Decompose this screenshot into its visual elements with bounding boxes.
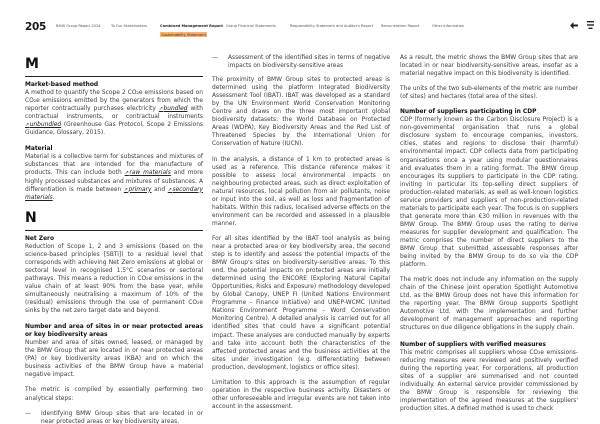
toolbar-icons bbox=[570, 21, 600, 29]
nav-responsibility-statement[interactable]: Responsibility Statement and Auditor's Report bbox=[290, 24, 373, 28]
dash-icon: — bbox=[212, 55, 218, 61]
term-heading: Number of suppliers participating in CDP bbox=[400, 109, 537, 116]
nav-group-financial-statements[interactable]: Group Financial Statements bbox=[226, 24, 276, 28]
paragraph: The metric is compiled by essentially performing two analytical steps: bbox=[25, 387, 203, 402]
paragraph: In the analysis, a distance of 1 km to protected areas is used as a reference. This distance reference makes it possible to assess local environmental impacts on neighbouring protected areas, such as direct exploitation of natural resources, local pollution from air pollutants, noise or input into the soil, as well as loss and fragmentation of habitats. Within this radius, localised adverse effects on the environment can be recorded and assessed in a plausible manner. bbox=[212, 156, 390, 227]
column-left bbox=[25, 54, 203, 424]
nav-to-our-stakeholders[interactable]: To Our Stakeholders bbox=[111, 24, 148, 28]
term-definition: CDP (formerly known as the Carbon Disclosure Project) is a non-governmental organisation that runs a global disclosure system to encourage companies, investors, cities, states and regions to disclose their (harmful) environmental impact. CDP collects data from participating organisations once a year using modular questionnaires and evaluates them in a rating format. The BMW Group encourages its suppliers to participate in the CDP rating, inviting in particular its top-selling direct suppliers of production-related materials, as well as well-known logistics service providers and suppliers of non-production-related materials to participate each year. The focus is on suppliers that generate more than €30 million in revenues with the BMW Group. The BMW Group uses the rating to derive measures for supplier development and qualification. The metric comprises the number of direct suppliers to the BMW Group that submitted assessable responses after being invited by the BMW Group to do so via the CDP platform. bbox=[400, 117, 578, 269]
nav-sustainability-statement[interactable]: Sustainability Statement bbox=[161, 32, 206, 37]
term-definition: This metric comprises all suppliers whose CO₂e emissions-reducing measures were reviewed and positively verified during the reporting year. For corporations, all production sites of a supplier are summarised and not counted individually. An external service provider commissioned by the BMW Group is responsible for reviewing the implementation of the agreed measures at the suppliers' production sites. A defined method is used to check bbox=[400, 349, 578, 412]
bullet-item: — Identifying BMW Group sites that are located in or near protected areas or key biodiversity areas. bbox=[25, 410, 203, 424]
link-raw-materials[interactable]: ↗ raw materials bbox=[125, 170, 171, 176]
term-heading: Market-based method bbox=[25, 82, 99, 88]
section-letter-m: M bbox=[25, 56, 203, 77]
column-right bbox=[400, 54, 578, 421]
paragraph: For all sites identified by the IBAT tool analysis as being near a protected area or key biodiversity area, the second step is to identify and assess the potential impacts of the BMW Group's sites on biodiversity-sensitive areas. To this end, the potential impacts on protected areas are initially determined using the ENCORE (Exploring Natural Capital Opportunities, Risks and Exposure) methodology developed by Global Canopy, UNEP FI (United Nations Environment Programme – Finance Initiative) and UNEP-WCMC (United Nations Environment Programme – Word Conservation Monitoring Centre). A detailed analysis is carried out for all identified sites that could have a significant potential impact. These analyses are conducted manually by experts and take into account both the characteristics of the affected protected areas and the business activities at the sites under investigation (e.g. differentiating between production, development, logistics or office sites). bbox=[212, 235, 390, 371]
menu-icon[interactable] bbox=[587, 21, 594, 29]
nav-bmw-group-report[interactable]: BMW Group Report 2024 bbox=[56, 24, 101, 28]
nav-combined-management-report[interactable]: Combined Management Report bbox=[160, 24, 223, 28]
top-navigation-bar bbox=[0, 0, 600, 40]
term-heading: Material bbox=[25, 146, 53, 153]
paragraph: Limitation to this approach is the assumption of regular operation in the respective business activity. Disasters or other unforeseeable and irregular events are not taken into account in the assessment. bbox=[212, 379, 390, 410]
link-primary[interactable]: ↗ primary bbox=[124, 187, 152, 193]
column-middle bbox=[212, 54, 390, 418]
term-definition: A method to quantify the Scope 2 CO₂e emissions based on CO₂e emissions emitted by the generators from which the reporter contractually purchases electricity ↗ bundled with contractual instruments, or contractual instruments ↗ unbundled (Greenhouse Gas Protocol, Scope 2 Emissions Guidance, Glossary, 2015). bbox=[25, 89, 203, 137]
term-heading: Net Zero bbox=[25, 235, 55, 242]
page-number: 205 bbox=[25, 21, 47, 33]
term-definition: Reduction of Scope 1, 2 and 3 emissions (based on the science-based principles [SBTi]) to a residual level that corresponds with achieving Net Zero emissions at global or sectoral level in recognised 1.5°C scenarios or sectoral pathways. This means a reduction in CO₂e emissions in the value chain of at least 90% from the base year, while simultaneously neutralising a maximum of 10% of the (residual) emissions through the use of permanent CO₂e sinks by the net zero target date and beyond. bbox=[25, 243, 203, 315]
term-heading: Number and area of sites in or near protected areas or key biodiversity areas bbox=[25, 324, 203, 339]
paragraph: The units of the two sub-elements of the metric are number (of sites) and hectares (total area of the sites). bbox=[400, 86, 578, 101]
link-secondary-materials[interactable]: ↗ secondary materials bbox=[25, 187, 203, 201]
link-bundled[interactable]: ↗ bundled bbox=[159, 106, 188, 112]
paragraph: The proximity of BMW Group sites to protected areas is determined using the platform Integrated Biodiversity Assessment Tool (IBAT). IBAT was developed as a standard by the UN Environment World Conservation Monitoring Centre and draws on the three most important global biodiversity datasets: the World Database on Protected Areas (WDPA), Key Biodiversity Areas and the Red List of Threatened Species by the International Union for Conservation of Nature (IUCN). bbox=[212, 77, 390, 148]
nav-remuneration-report[interactable]: Remuneration Report bbox=[381, 24, 420, 28]
glossary-entry-material bbox=[25, 145, 203, 201]
bullet-item: — Assessment of the identified sites in terms of negative impacts on biodiversity-sensitive areas bbox=[212, 55, 390, 70]
term-heading: Number of suppliers with verified measures bbox=[400, 341, 546, 348]
section-letter-n: N bbox=[25, 210, 203, 231]
term-definition: Number and area of sites owned, leased, or managed by the BMW Group that are located in or near protected areas (PA) or key biodiversity areas (KBA) and on which the business activities of the BMW Group have a material negative impact. bbox=[25, 340, 203, 379]
glossary-entry-market-based-method bbox=[25, 81, 203, 137]
nav-other-information[interactable]: Other Information bbox=[432, 24, 465, 28]
paragraph: The metric does not include any information on the supply chain of the Chinese joint operation Spotlight Automotive Ltd. as the BMW Group does not have this information for the reporting year. The BMW Group supports Spotlight Automotive Ltd. with the implementation and further development of management approaches and reporting structures on due diligence obligations in the supply chain. bbox=[400, 277, 578, 332]
term-definition: Material is a collective term for substances and mixtures of substances that are intended for the manufacture of products. This can include both ↗ raw materials and more highly processed substances and mixtures of substances. A differentiation is made between ↗ primary and ↗ secondary materials. bbox=[25, 153, 203, 201]
paragraph: As a result, the metric shows the BMW Group sites that are located in or near biodiversity-sensitive areas, insofar as a material negative impact on this biodiversity is identified. bbox=[400, 55, 578, 78]
glossary-entry-sites-protected-areas bbox=[25, 323, 203, 424]
dash-icon: — bbox=[25, 410, 31, 417]
glossary-entry-suppliers-cdp bbox=[400, 108, 578, 332]
link-unbundled[interactable]: ↗ unbundled bbox=[25, 122, 61, 128]
back-arrow-icon[interactable] bbox=[570, 22, 578, 29]
glossary-entry-net-zero bbox=[25, 235, 203, 315]
glossary-entry-suppliers-verified-measures bbox=[400, 341, 578, 413]
